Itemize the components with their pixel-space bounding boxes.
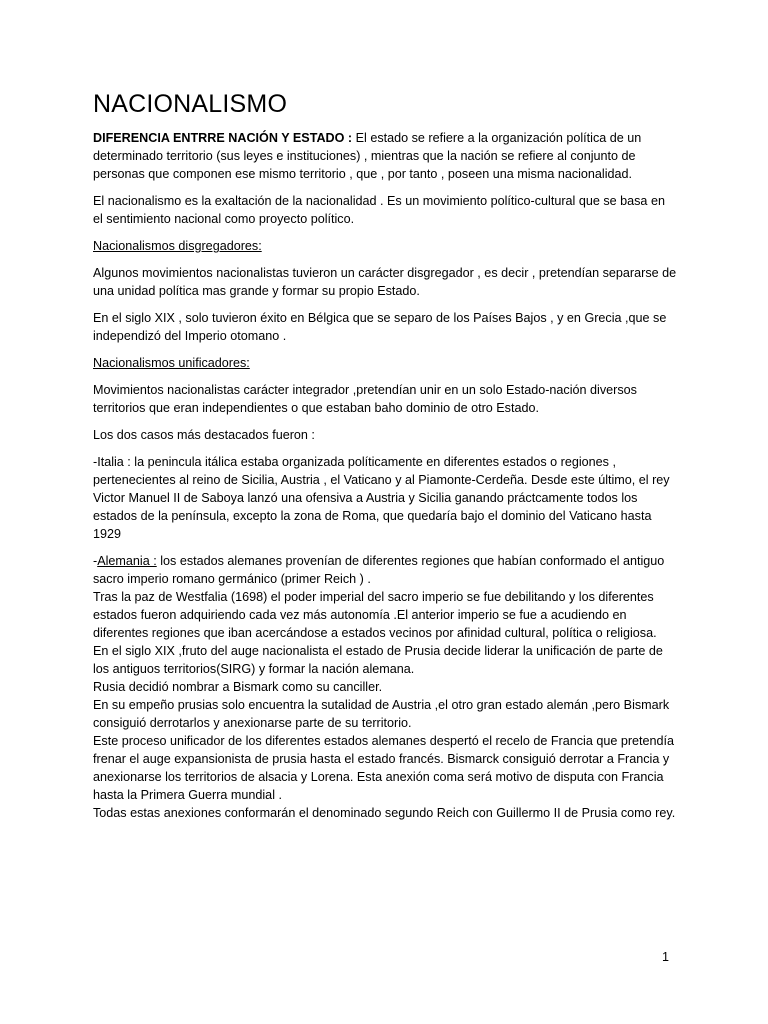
- heading-text: Nacionalismos disgregadores:: [93, 239, 262, 253]
- paragraph-siglo-xix: En el siglo XIX , solo tuvieron éxito en Bélgica que se separo de los Países Bajos , y en Grecia ,que se independizó del Imperio otomano .: [93, 311, 667, 343]
- alemania-line: Todas estas anexiones conformarán el denominado segundo Reich con Guillermo II de Prusia como rey.: [93, 806, 676, 820]
- paragraph-disgregador: Algunos movimientos nacionalistas tuvieron un carácter disgregador , es decir , pretendían separarse de una unidad política mas grande y formar su propio Estado.: [93, 266, 677, 298]
- paragraph-casos: Los dos casos más destacados fueron :: [93, 428, 315, 442]
- page-number: 1: [662, 950, 670, 964]
- alemania-line: Este proceso unificador de los diferentes estados alemanes despertó el recelo de Francia que pretendía frenar el auge expansionista de prusia hasta el estado francés. Bismarck consiguió derrotar a Francia y anexionarse los territorios de alsacia y Lorena. Esta anexión coma será motivo de disputa con Francia hasta la Primera Guerra mundial .: [93, 734, 675, 802]
- document-page: [93, 88, 678, 831]
- paragraph-text: El estado se refiere a la organización política de un determinado territorio (sus leyes e instituciones) , mientras que la nación se refiere al conjunto de personas que componen ese mismo territorio , que , por tanto , poseen una misma nacionalidad.: [93, 131, 642, 181]
- alemania-line: En su empeño prusias solo encuentra la sutalidad de Austria ,el otro gran estado alemán ,pero Bismark consiguió derrotarlos y anexionarse parte de su territorio.: [93, 698, 670, 730]
- section-heading-unificadores: [93, 354, 678, 372]
- section-heading-disgregadores: [93, 237, 678, 255]
- paragraph-italia: -Italia : la penincula itálica estaba organizada políticamente en diferentes estados o regiones , pertenecientes al reino de Sicilia, Austria , el Vaticano y al Piamonte-Cerdeña. Desde este último, el rey Victor Manuel II de Saboya lanzó una ofensiva a Austria y Sicilia ganando práctcamente todos los estados de la península, excepto la zona de Roma, que quedaría bajo el dominio del Vaticano hasta 1929: [93, 455, 670, 541]
- paragraph-alemania: [93, 552, 678, 822]
- dash: -: [93, 554, 98, 568]
- paragraph-diferencia: [93, 129, 678, 183]
- alemania-line: Rusia decidió nombrar a Bismark como su canciller.: [93, 680, 383, 694]
- alemania-line: En el siglo XIX ,fruto del auge nacionalista el estado de Prusia decide liderar la unificación de parte de los antiguos territorios(SIRG) y formar la nación alemana.: [93, 644, 663, 676]
- document-title: NACIONALISMO: [93, 90, 288, 118]
- paragraph-integrador: Movimientos nacionalistas carácter integrador ,pretendían unir en un solo Estado-nación diversos territorios que eran independientes o que estaban baho dominio de otro Estado.: [93, 383, 637, 415]
- paragraph-nacionalismo: El nacionalismo es la exaltación de la nacionalidad . Es un movimiento político-cultural que se basa en el sentimiento nacional como proyecto político.: [93, 194, 665, 226]
- alemania-line: Tras la paz de Westfalia (1698) el poder imperial del sacro imperio se fue debilitando y los diferentes estados fueron adquiriendo cada vez más autonomía .El anterior imperio se fue a acudiendo en diferentes regiones que iban acercándose a estados vecinos por afinidad cultural, política o religiosa.: [93, 590, 657, 640]
- bold-term: DIFERENCIA ENTRRE NACIÓN Y ESTADO :: [93, 131, 353, 145]
- heading-text: Nacionalismos unificadores:: [93, 356, 250, 370]
- alemania-line: los estados alemanes provenían de diferentes regiones que habían conformado el antiguo sacro imperio romano germánico (primer Reich ) .: [93, 554, 665, 586]
- alemania-label: Alemania :: [97, 554, 157, 568]
